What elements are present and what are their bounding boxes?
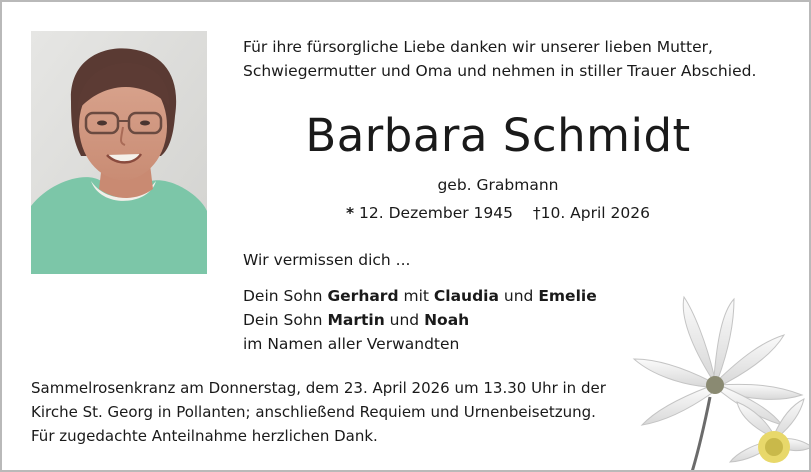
birth-symbol: * [345,204,355,222]
life-dates [243,202,753,224]
family-name: Noah [424,311,470,329]
notice-line-2: Kirche St. Georg in Pollanten; anschließend Requiem und Urnenbeisetzung. [31,403,596,421]
family-name: Claudia [433,287,499,305]
family-name: Emelie [538,287,597,305]
death-symbol: † [532,204,541,222]
flower-image [622,287,811,472]
family-name: Gerhard [327,287,399,305]
family-line-3: im Namen aller Verwandten [243,335,460,353]
intro-line-1: Für ihre fürsorgliche Liebe danken wir unserer lieben Mutter, [243,38,713,56]
family-line-1: Dein Sohn Gerhard mit Claudia und Emelie [243,287,597,305]
family-name: Martin [327,311,385,329]
intro-line-2: Schwiegermutter und Oma und nehmen in stiller Trauer Abschied. [243,62,757,80]
portrait-photo [31,31,207,274]
intro-text [243,35,803,83]
maiden-name: geb. Grabmann [437,176,559,194]
notice-line-3: Für zugedachte Anteilnahme herzlichen Dank. [31,427,378,445]
closing-phrase: Wir vermissen dich ... [243,251,411,269]
deceased-name: Barbara Schmidt [305,109,691,162]
birth-date: 12. Dezember 1945 [359,204,513,222]
death-date: 10. April 2026 [540,204,650,222]
service-notice [31,376,631,448]
notice-line-1: Sammelrosenkranz am Donnerstag, dem 23. April 2026 um 13.30 Uhr in der [31,379,606,397]
family-line-2: Dein Sohn Martin und Noah [243,311,470,329]
family-list [243,284,597,356]
